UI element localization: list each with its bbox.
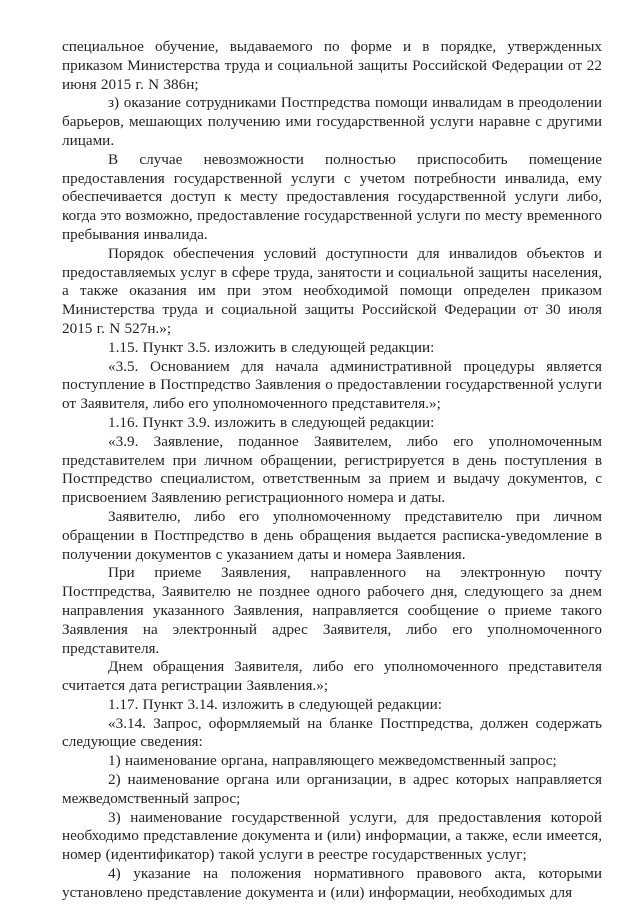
paragraph-item-z-assistance: з) оказание сотрудниками Постпредства помощи инвалидам в преодолении барьеров, мешающих получению ими государственной услуги наравне с другими лицами.	[62, 94, 602, 149]
paragraph-training-order: специальное обучение, выдаваемого по форме и в порядке, утвержденных приказом Министерства труда и социальной защиты Российской Федерации от 22 июня 2015 г. N 386н;	[62, 38, 602, 93]
list-item-2: 2) наименование органа или организации, в адрес которых направляется межведомственный запрос;	[62, 771, 602, 807]
paragraph-accessibility-order: Порядок обеспечения условий доступности для инвалидов объектов и предоставляемых услуг в сфере труда, занятости и социальной защиты населения, а также оказания им при этом необходимой помощи определен приказом Министерства труда и социальной защиты Российской Федерации от 30 июля 2015 г. N 527н.»;	[62, 244, 602, 337]
paragraph-section-3-5: «3.5. Основанием для начала административной процедуры является поступление в Постпредство Заявления о предоставлении государственной услуги от Заявителя, либо его уполномоченного представителя.»;	[62, 357, 602, 413]
paragraph-email-application: При приеме Заявления, направленного на электронную почту Постпредства, Заявителю не позднее одного рабочего дня, следующего за днем направления указанного Заявления, направляется сообщение о приеме такого Заявления на электронный адрес Заявителя, либо его уполномоченного представителя.	[62, 564, 602, 657]
paragraph-clause-1-17: 1.17. Пункт 3.14. изложить в следующей редакции:	[108, 695, 442, 713]
paragraph-section-3-9: «3.9. Заявление, поданное Заявителем, либо его уполномоченным представителем при личном обращении, регистрируется в день поступления в Постпредство специалистом, ответственным за прием и выдачу документов, с присвоением Заявлению регистрационного номера и даты.	[62, 432, 602, 507]
paragraph-application-date: Днем обращения Заявителя, либо его уполномоченного представителя считается дата регистрации Заявления.»;	[62, 658, 602, 695]
paragraph-receipt-notice: Заявителю, либо его уполномоченному представителю при личном обращении в Постпредство в день обращения выдается расписка-уведомление в получении документов с указанием даты и номера Заявления.	[62, 507, 602, 563]
paragraph-section-3-14: «3.14. Запрос, оформляемый на бланке Постпредства, должен содержать следующие сведения:	[62, 714, 602, 751]
list-item-3: 3) наименование государственной услуги, для предоставления которой необходимо представление документа и (или) информации, а также, если имеется, номер (идентификатор) такой услуги в реестре государственных услуг;	[62, 808, 602, 864]
list-item-1: 1) наименование органа, направляющего межведомственный запрос;	[108, 752, 557, 770]
paragraph-clause-1-15: 1.15. Пункт 3.5. изложить в следующей редакции:	[108, 338, 435, 356]
list-item-4: 4) указание на положения нормативного правового акта, которыми установлено представление документа и (или) информации, необходимых для	[62, 865, 602, 901]
paragraph-clause-1-16: 1.16. Пункт 3.9. изложить в следующей редакции:	[108, 413, 435, 431]
paragraph-access-impossible: В случае невозможности полностью приспособить помещение предоставления государственной услуги с учетом потребности инвалида, ему обеспечивается доступ к месту предоставления государственной услуги либо, когда это возможно, предоставление государственной услуги по месту временного пребывания инвалида.	[62, 150, 602, 243]
